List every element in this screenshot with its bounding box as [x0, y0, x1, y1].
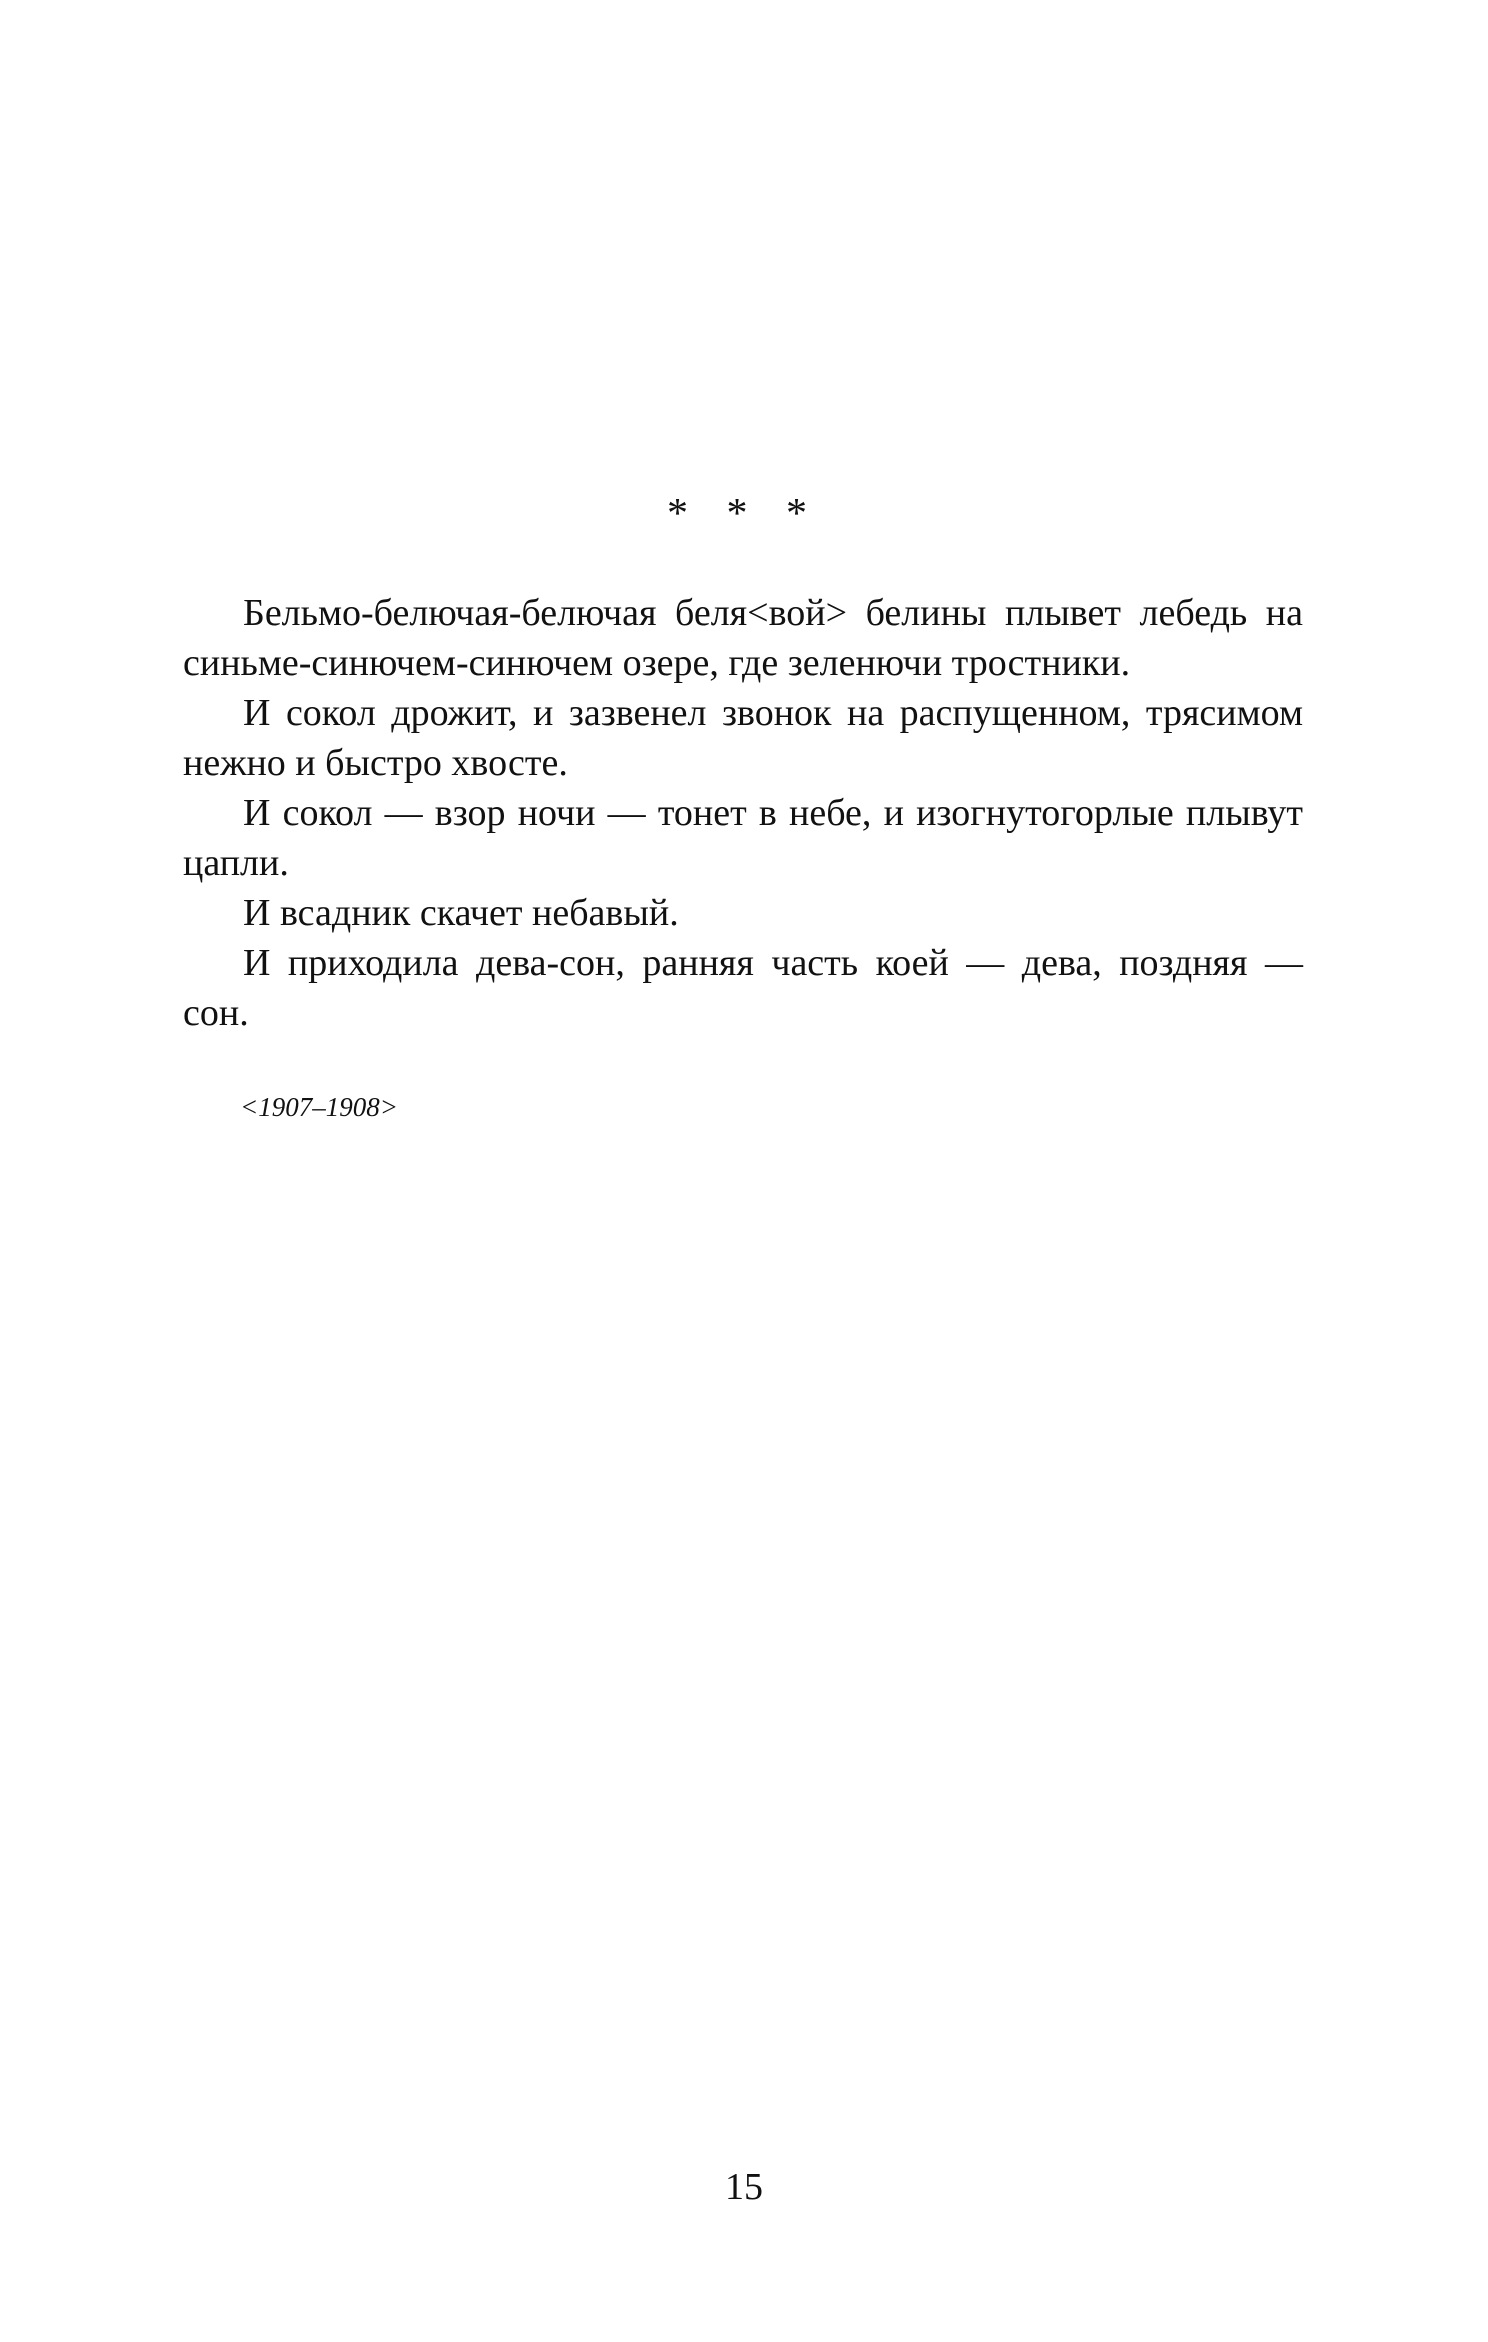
poem-body: [183, 588, 1303, 1038]
poem-paragraph: И приходила дева-сон, ранняя часть коей — дева, поздняя — сон.: [183, 942, 1303, 1034]
poem-date: <1907–1908>: [240, 1092, 398, 1122]
poem-paragraph: И сокол — взор ночи — тонет в небе, и изогнутогорлые плывут цапли.: [183, 792, 1303, 884]
page-number: 15: [725, 2166, 763, 2208]
poem-paragraph: И сокол дрожит, и зазвенел звонок на распущенном, трясимом нежно и быстро хвосте.: [183, 692, 1303, 784]
section-separator: * * *: [667, 491, 821, 537]
poem-paragraph: Бельмо-белючая-белючая беля<вой> белины плывет лебедь на синьме-синючем-синючем озере, где зеленючи тростники.: [183, 592, 1303, 684]
poem-paragraph: И всадник скачет небавый.: [243, 892, 679, 934]
